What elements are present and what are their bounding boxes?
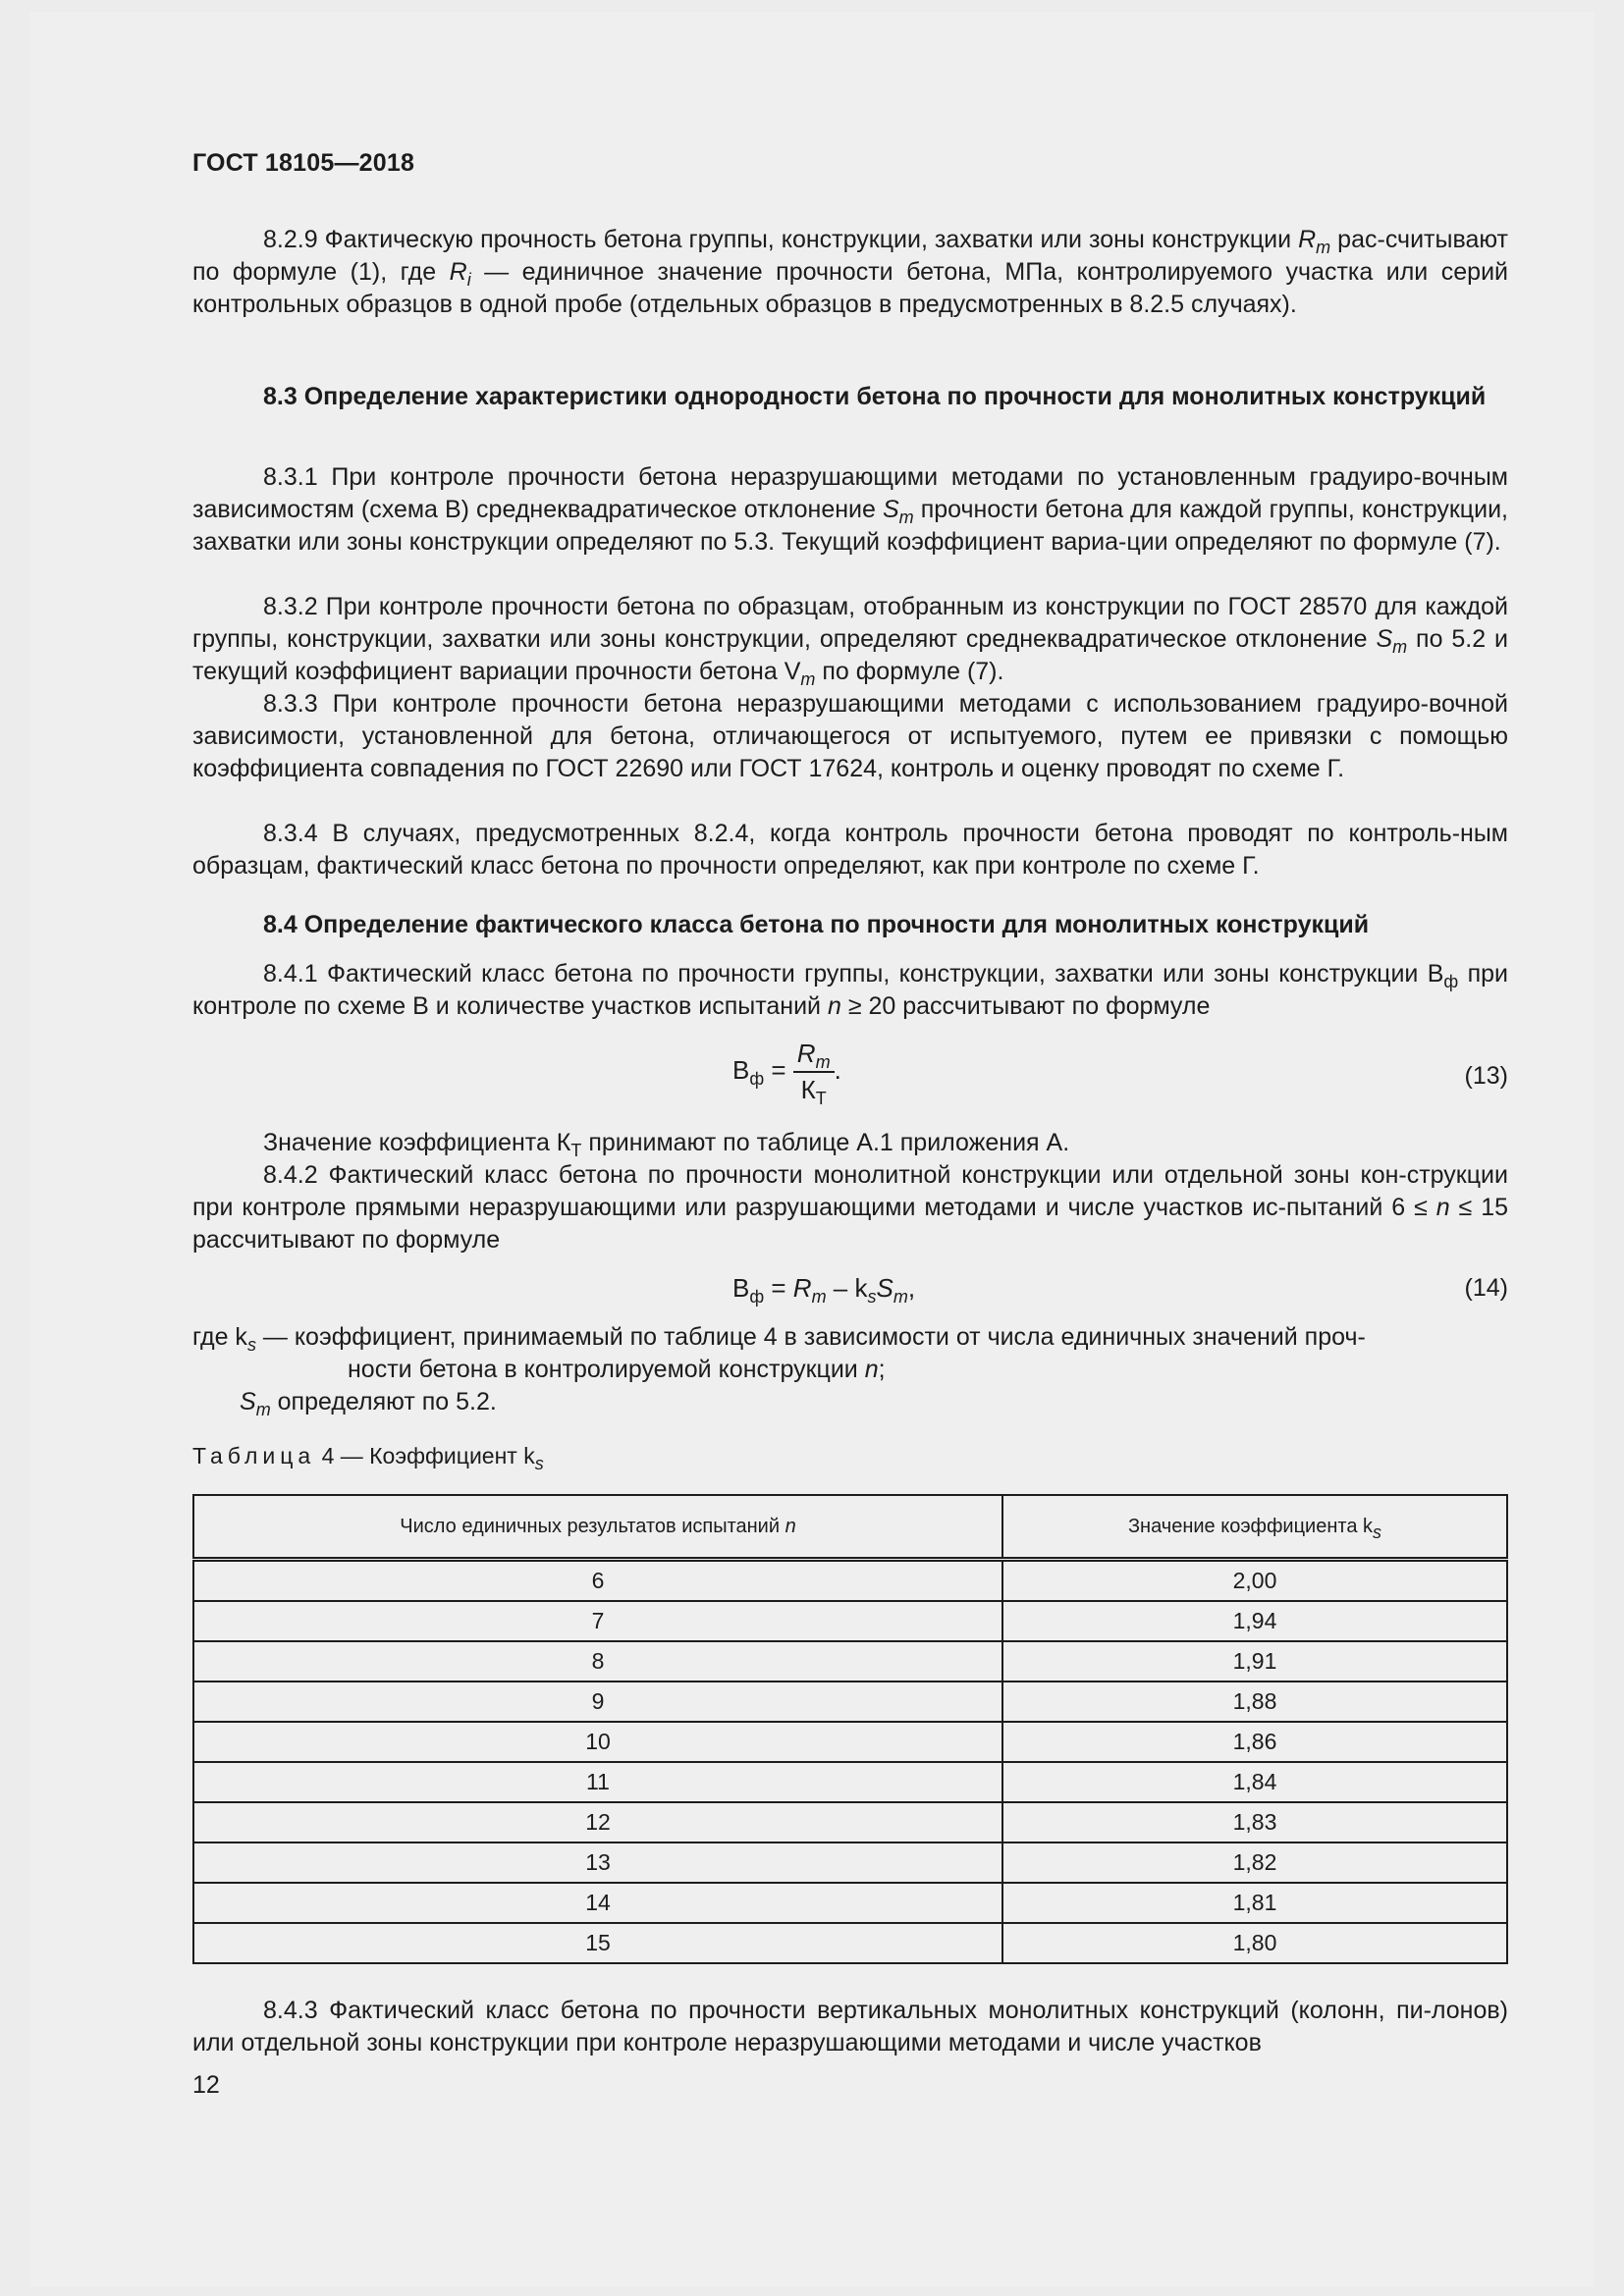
symbol-k: К	[800, 1075, 816, 1104]
subscript: m	[898, 507, 914, 527]
cell-ks: 1,82	[1002, 1842, 1507, 1883]
table-row	[193, 1560, 1507, 1602]
subscript: m	[1316, 238, 1331, 257]
symbol-n: n	[785, 1515, 796, 1537]
text: 8.3.2 При контроле прочности бетона по образцам, отобранным из конструкции по ГОСТ 28570 для каждой группы, конструкции, захватки или зоны конструкции, определяют среднеквадратическое отклонение	[192, 593, 1508, 653]
subscript: m	[255, 1400, 271, 1419]
subscript: s	[867, 1287, 877, 1307]
where-line	[192, 1321, 1508, 1354]
table-row	[193, 1883, 1507, 1923]
heading-8-4: 8.4 Определение фактического класса бетона по прочности для монолитных конструкций	[263, 911, 1370, 938]
table-caption	[192, 1443, 544, 1473]
cell-ks: 1,83	[1002, 1802, 1507, 1842]
text: — единичное значение прочности бетона, МПа, контролируемого участка или серий контрольных образцов в одной пробе (отдельных образцов в предусмотренных в 8.2.5 случаях).	[192, 258, 1508, 318]
text: ≤ 15 рассчитывают по формуле	[192, 1194, 1509, 1254]
text: ;	[878, 1356, 886, 1383]
text: при контроле по схеме В и количестве участков испытаний	[192, 960, 1508, 1020]
kt-note	[192, 1127, 1508, 1159]
cell-ks: 1,88	[1002, 1682, 1507, 1722]
cell-ks: 1,84	[1002, 1762, 1507, 1802]
caption-word: Таблица	[192, 1443, 316, 1468]
text: 8.4.2 Фактический класс бетона по прочности монолитной конструкции или отдельной зоны кон-струкции при контроле прямыми неразрушающими или разрушающими методами и числе участков ис-пытаний 6 ≤	[192, 1161, 1508, 1221]
cell-n: 6	[193, 1560, 1002, 1602]
table-row	[193, 1601, 1507, 1641]
text: Значение коэффициента k	[1127, 1515, 1374, 1537]
subscript: Т	[570, 1141, 582, 1160]
cell-n: 13	[193, 1842, 1002, 1883]
symbol-s: S	[876, 1273, 893, 1303]
column-header-tests	[193, 1495, 1002, 1560]
subscript: ф	[749, 1068, 765, 1089]
cell-ks: 1,80	[1002, 1923, 1507, 1963]
subscript: m	[893, 1287, 908, 1307]
paragraph-8-4-2	[192, 1159, 1508, 1256]
cell-n: 15	[193, 1923, 1002, 1963]
fraction	[793, 1039, 835, 1108]
cell-n: 14	[193, 1883, 1002, 1923]
cell-n: 10	[193, 1722, 1002, 1762]
paragraph-8-3-1	[192, 461, 1508, 559]
subscript: ф	[1443, 972, 1459, 991]
cell-n: 7	[193, 1601, 1002, 1641]
cell-ks: 1,86	[1002, 1722, 1507, 1762]
formula-13	[732, 1039, 841, 1108]
text: ности бетона в контролируемой конструкции	[348, 1356, 865, 1383]
period: .	[834, 1054, 841, 1085]
text: 8.4.1 Фактический класс бетона по прочности группы, конструкции, захватки или зоны конструкции В	[263, 960, 1444, 988]
table-row	[193, 1762, 1507, 1802]
text: по 5.2 и текущий коэффициент вариации прочности бетона V	[192, 625, 1509, 685]
table-row	[193, 1641, 1507, 1682]
subscript: m	[811, 1287, 827, 1307]
comma: ,	[907, 1273, 916, 1303]
cell-n: 11	[193, 1762, 1002, 1802]
subscript: m	[815, 1052, 831, 1072]
symbol-n: n	[827, 992, 841, 1020]
heading-8-3: 8.3 Определение характеристики однородности бетона по прочности для монолитных конструкций	[263, 383, 1487, 410]
equals: =	[764, 1054, 793, 1085]
symbol-s: S	[1376, 625, 1393, 653]
symbol-b: В	[732, 1054, 750, 1085]
subscript: s	[1373, 1522, 1382, 1542]
symbol-s: S	[240, 1388, 256, 1415]
table-row	[193, 1682, 1507, 1722]
subscript: s	[534, 1454, 544, 1473]
subscript: s	[246, 1335, 256, 1355]
paragraph-8-2-9	[192, 224, 1508, 321]
where-sm	[240, 1386, 1508, 1418]
equals: =	[764, 1273, 793, 1303]
symbol-s: S	[882, 496, 899, 523]
document-header: ГОСТ 18105—2018	[192, 149, 415, 177]
subscript: i	[466, 270, 471, 290]
text: где k	[192, 1323, 247, 1351]
symbol-r: R	[792, 1273, 812, 1303]
symbol-b: В	[732, 1273, 750, 1303]
cell-n: 9	[193, 1682, 1002, 1722]
coefficient-table	[192, 1494, 1508, 1964]
paragraph-8-4-3: 8.4.3 Фактический класс бетона по прочности вертикальных монолитных конструкций (колонн, пи-лонов) или отдельной зоны конструкции при контроле неразрушающими методами и числе участков	[192, 1997, 1508, 2056]
paragraph-8-3-3: 8.3.3 При контроле прочности бетона неразрушающими методами с использованием градуиро-вочной зависимости, установленной для бетона, отличающегося от испытуемого, путем ее привязки с помощью коэффициента совпадения по ГОСТ 22690 или ГОСТ 17624, контроль и оценку проводят по схеме Г.	[192, 690, 1508, 782]
cell-ks: 1,94	[1002, 1601, 1507, 1641]
text: 8.3.1 При контроле прочности бетона неразрушающими методами по установленным градуиро-вочным зависимостям (схема В) среднеквадратическое отклонение	[192, 463, 1508, 523]
cell-ks: 1,91	[1002, 1641, 1507, 1682]
cell-ks: 1,81	[1002, 1883, 1507, 1923]
text: определяют по 5.2.	[270, 1388, 497, 1415]
column-header-coefficient	[1002, 1495, 1507, 1560]
paragraph-8-3-2	[192, 591, 1508, 688]
subscript: ф	[749, 1287, 765, 1307]
where-continuation	[348, 1354, 1508, 1386]
text: Число единичных результатов испытаний	[400, 1515, 785, 1537]
symbol-r: R	[1298, 226, 1317, 253]
paragraph-8-4-1	[192, 958, 1508, 1023]
formula-14-number: (14)	[1464, 1274, 1508, 1302]
table-header-row	[193, 1495, 1507, 1560]
cell-n: 8	[193, 1641, 1002, 1682]
text: прочности бетона для каждой группы, конструкции, захватки или зоны конструкции определяют по 5.3. Текущий коэффициент вариа-ции определяют по формуле (7).	[192, 496, 1508, 556]
subscript: Т	[815, 1089, 827, 1108]
symbol-r: R	[796, 1039, 816, 1068]
symbol-n: n	[864, 1356, 879, 1383]
text: 8.2.9 Фактическую прочность бетона группы, конструкции, захватки или зоны конструкции	[263, 226, 1299, 253]
page-number: 12	[192, 2071, 220, 2099]
text: рас-считывают по формуле (1), где	[192, 226, 1509, 286]
text: ≥ 20 рассчитывают по формуле	[840, 992, 1211, 1020]
symbol-r: R	[449, 258, 467, 286]
text: принимают по таблице А.1 приложения А.	[581, 1129, 1070, 1156]
minus-k: – k	[826, 1273, 868, 1303]
paragraph-8-3-4: 8.3.4 В случаях, предусмотренных 8.2.4, когда контроль прочности бетона проводят по контроль-ным образцам, фактический класс бетона по прочности определяют, как при контроле по схеме Г.	[192, 820, 1508, 880]
subscript: m	[1392, 637, 1408, 657]
text: Значение коэффициента К	[263, 1129, 571, 1156]
cell-ks: 2,00	[1002, 1560, 1507, 1602]
formula-13-number: (13)	[1464, 1062, 1508, 1090]
caption-text: 4 — Коэффициент k	[315, 1443, 535, 1468]
table-row	[193, 1722, 1507, 1762]
table-row	[193, 1923, 1507, 1963]
subscript: m	[800, 669, 816, 689]
text: — коэффициент, принимаемый по таблице 4 в зависимости от числа единичных значений проч-	[255, 1323, 1366, 1351]
cell-n: 12	[193, 1802, 1002, 1842]
symbol-n: n	[1435, 1194, 1450, 1221]
table-row	[193, 1842, 1507, 1883]
table-row	[193, 1802, 1507, 1842]
formula-14	[732, 1273, 916, 1307]
text: по формуле (7).	[815, 658, 1004, 685]
